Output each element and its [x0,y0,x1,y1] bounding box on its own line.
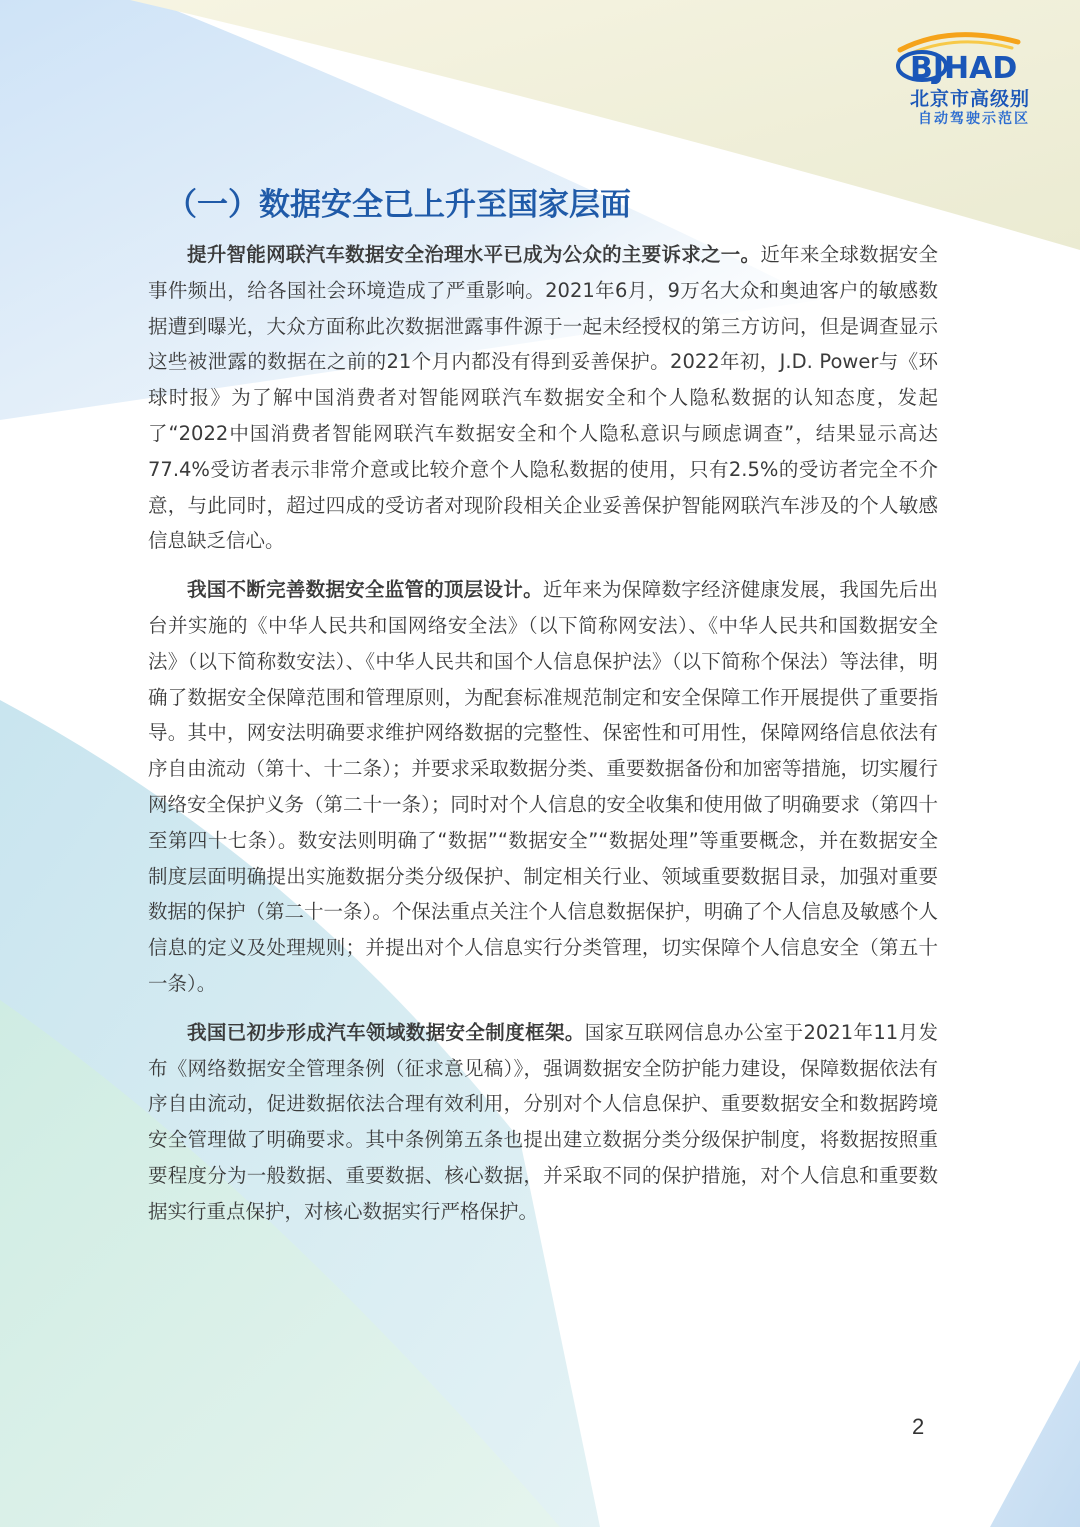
paragraph-body: 近年来全球数据安全事件频出，给各国社会环境造成了严重影响。2021年6月，9万名大众和奥迪客户的敏感数据遭到曝光，大众方面称此次数据泄露事件源于一起未经授权的第三方访问，但是调查显示这些被泄露的数据在之前的21个月内都没有得到妥善保护。2022年初，J.D. Power与《环球时报》为了解中国消费者对智能网联汽车数据安全和个人隐私数据的认知态度，发起了“2022中国消费者智能网联汽车数据安全和个人隐私意识与顾虑调查”，结果显示高达77.4%受访者表示非常介意或比较介意个人隐私数据的使用，只有2.5%的受访者完全不介意，与此同时，超过四成的受访者对现阶段相关企业妥善保护智能网联汽车涉及的个人敏感信息缺乏信心。 [148,243,938,553]
section-heading: （一）数据安全已上升至国家层面 [166,187,631,223]
logo-mark-text: BJHAD [910,51,1018,84]
paragraph-lead: 提升智能网联汽车数据安全治理水平已成为公众的主要诉求之一。 [187,243,761,266]
paragraph-top-level-design [148,572,938,1002]
paragraph-body: 国家互联网信息办公室于2021年11月发布《网络数据安全管理条例（征求意见稿）》，强调数据安全防护能力建设，保障数据依法有序自由流动，促进数据依法合理有效利用，分别对个人信息保护、重要数据安全和数据跨境安全管理做了明确要求。其中条例第五条也提出建立数据分类分级保护制度，将数据按照重要程度分为一般数据、重要数据、核心数据，并采取不同的保护措施，对个人信息和重要数据实行重点保护，对核心数据实行严格保护。 [148,1020,938,1223]
main-content [148,185,938,1243]
logo-title-line1: 北京市高级别 [909,88,1030,110]
bjhad-logo-mark [890,28,1030,84]
page-number: 2 [912,1414,925,1439]
paragraph-auto-framework [148,1015,938,1230]
paragraph-lead: 我国已初步形成汽车领域数据安全制度框架。 [187,1020,585,1044]
paragraph-body: 近年来为保障数字经济健康发展，我国先后出台并实施的《中华人民共和国网络安全法》（以下简称网安法）、《中华人民共和国数据安全法》（以下简称数安法）、《中华人民共和国个人信息保护法》（以下简称个保法）等法律，明确了数据安全保障范围和管理原则，为配套标准规范制定和安全保障工作开展提供了重要指导。其中，网安法明确要求维护网络数据的完整性、保密性和可用性，保障网络信息依法有序自由流动（第十、十二条）；并要求采取数据分类、重要数据备份和加密等措施，切实履行网络安全保护义务（第二十一条）；同时对个人信息的安全收集和使用做了明确要求（第四十至第四十七条）。数安法则明确了“数据”“数据安全”“数据处理”等重要概念，并在数据安全制度层面明确提出实施数据分类分级保护、制定相关行业、领域重要数据目录，加强对重要数据的保护（第二十一条）。个保法重点关注个人信息数据保护，明确了个人信息及敏感个人信息的定义及处理规则；并提出对个人信息实行分类管理，切实保障个人信息安全（第五十一条）。 [148,578,938,995]
logo-title-line2: 自动驾驶示范区 [918,111,1030,127]
paragraph-public-demand [148,237,938,559]
paragraph-lead: 我国不断完善数据安全监管的顶层设计。 [187,578,543,602]
bjhad-logo [890,28,1030,128]
